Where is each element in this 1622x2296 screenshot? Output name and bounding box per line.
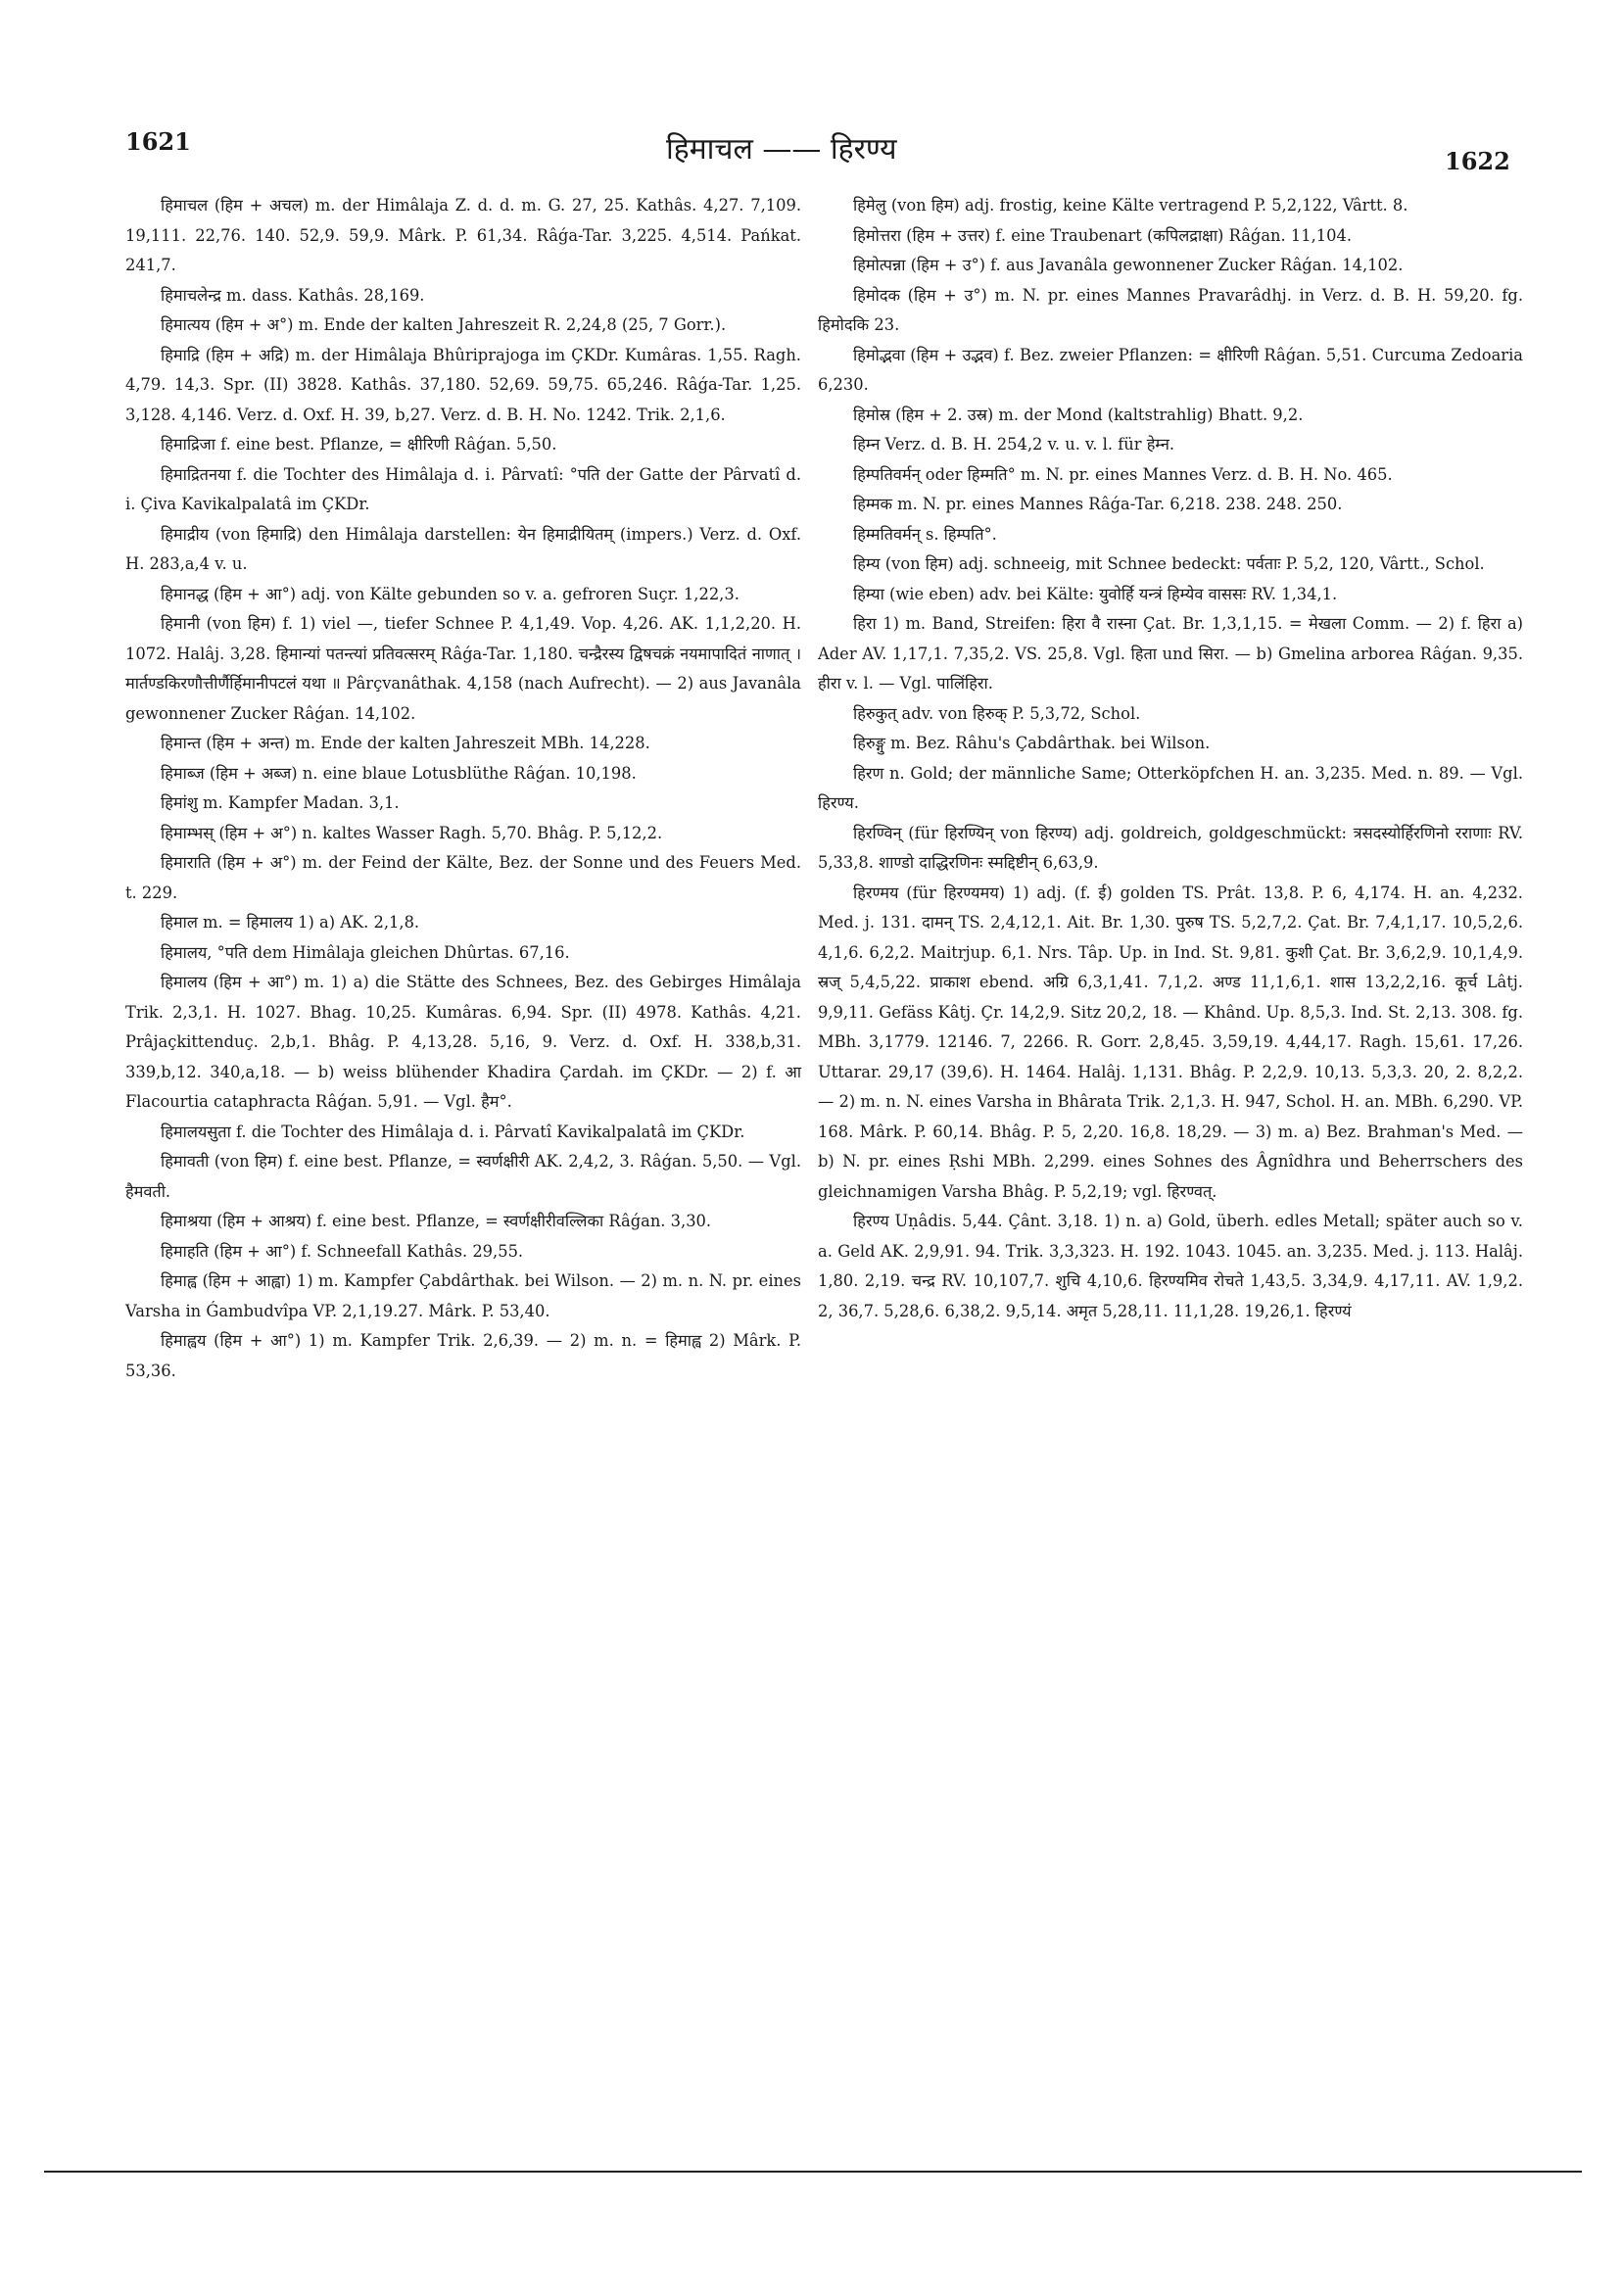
dictionary-entry: हिरण्विन् (für हिरण्यिन् von हिरण्य) adj. goldreich, goldgeschmückt: त्रसदस्योर्हिरणिनो रराणाः RV. 5,33,8. शाण्डो दाद्धिरणिनः स्मद्दिष्टीन् 6,63,9. [818,823,1523,872]
dictionary-entry: हिमाश्रया (हिम + आश्रय) f. eine best. Pflanze, = स्वर्णक्षीरीवल्लिका Râǵan. 3,30. [161,1212,712,1230]
dictionary-entry: हिमोत्पन्ना (हिम + उ°) f. aus Javanâla gewonnener Zucker Râǵan. 14,102. [853,256,1404,274]
dictionary-entry: हिमाद्रितनया f. die Tochter des Himâlaja d. i. Pârvatî: °पति der Gatte der Pârvatî d. i. Çiva Kavikalpalatâ im ÇKDr. [125,464,801,513]
page-number-left: 1621 [125,127,191,156]
dictionary-entry: हिम्न Verz. d. B. H. 254,2 v. u. v. l. für हेम्न. [853,435,1175,454]
dictionary-entry: हिमाब्ज (हिम + अब्ज) n. eine blaue Lotusblüthe Râǵan. 10,198. [161,763,637,783]
dictionary-entry: हिमाह्व (हिम + आह्वा) 1) m. Kampfer Çabdârthak. bei Wilson. — 2) m. n. N. pr. eines Varsha in Ǵambudvîpa VP. 2,1,19.27. Mârk. P. 53,40. [125,1271,801,1320]
dictionary-entry: हिमाचलेन्द्र m. dass. Kathâs. 28,169. [161,285,425,305]
dictionary-entry: हिमाह्वय (हिम + आ°) 1) m. Kampfer Trik. 2,6,39. — 2) m. n. = हिमाह्व 2) Mârk. P. 53,36. [125,1331,801,1380]
dictionary-entry: हिरुङ्गु m. Bez. Râhu's Çabdârthak. bei Wilson. [853,734,1211,752]
page-header [0,127,1622,176]
dictionary-entry: हिमेलु (von हिम) adj. frostig, keine Kälte vertragend P. 5,2,122, Vârtt. 8. [853,196,1408,215]
dictionary-entry: हिमाम्भस् (हिम + अ°) n. kaltes Wasser Ragh. 5,70. Bhâg. P. 5,12,2. [161,823,663,842]
dictionary-entry: हिमालय, °पति dem Himâlaja gleichen Dhûrtas. 67,16. [161,942,570,962]
dictionary-entry: हिरण n. Gold; der männliche Same; Otterköpfchen H. an. 3,235. Med. n. 89. — Vgl. हिरण्य. [818,763,1523,812]
dictionary-entry: हिमाद्रीय (von हिमाद्रि) den Himâlaja darstellen: येन हिमाद्रीयितम् (impers.) Verz. d. Oxf. H. 283,a,4 v. u. [125,524,801,573]
dictionary-entry: हिरुकुत् adv. von हिरुक् P. 5,3,72, Schol. [853,703,1141,723]
dictionary-entry: हिमोद्भवा (हिम + उद्भव) f. Bez. zweier Pflanzen: = क्षीरिणी Râǵan. 5,51. Curcuma Zedoaria 6,230. [818,345,1523,394]
dictionary-entry: हिमात्यय (हिम + अ°) m. Ende der kalten Jahreszeit R. 2,24,8 (25, 7 Gorr.). [161,315,727,334]
dictionary-entry: हिमाचल (हिम + अचल) m. der Himâlaja Z. d. d. m. G. 27, 25. Kathâs. 4,27. 7,109. 19,111. 22,76. 140. 52,9. 59,9. Mârk. P. 61,34. Râǵa-Tar. 3,225. 4,514. Pańkat. 241,7. [125,196,801,274]
dictionary-entry: हिमाल m. = हिमालय 1) a) AK. 2,1,8. [161,913,420,932]
dictionary-entry: हिमोदक (हिम + उ°) m. N. pr. eines Mannes Pravarâdhj. in Verz. d. B. H. 59,20. fg. हिमोदकि 23. [818,285,1523,334]
dictionary-entry: हिमावती (von हिम) f. eine best. Pflanze, = स्वर्णक्षीरी AK. 2,4,2, 3. Râǵan. 5,50. — Vgl. हैमवती. [125,1152,801,1201]
dictionary-entry: हिमानद्ध (हिम + आ°) adj. von Kälte gebunden so v. a. gefroren Suçr. 1,22,3. [161,584,739,603]
running-title: हिमाचल —— हिरण्य [666,132,897,167]
footer-rule [44,2171,1582,2173]
dictionary-entry: हिमान्त (हिम + अन्त) m. Ende der kalten Jahreszeit MBh. 14,228. [161,734,650,752]
dictionary-entry: हिम्मतिवर्मन् s. हिम्पति°. [853,524,997,544]
right-column [818,191,1523,1326]
dictionary-entry: हिमांशु m. Kampfer Madan. 3,1. [161,793,400,812]
dictionary-entry: हिमालय (हिम + आ°) m. 1) a) die Stätte des Schnees, Bez. des Gebirges Himâlaja Trik. 2,3,1. H. 1027. Bhag. 10,25. Kumâras. 6,94. Spr. (II) 4978. Kathâs. 4,21. Prâjaçkittenduç. 2,b,1. Bhâg. P. 4,13,28. 5,16, 9. Verz. d. Oxf. H. 338,b,31. 339,b,12. 340,a,18. — b) weiss blühender Khadira Çardah. im ÇKDr. — 2) f. आ Flacourtia cataphracta Râǵan. 5,91. — Vgl. हैम°. [125,973,801,1111]
dictionary-entry: हिमोस्र (हिम + 2. उस्र) m. der Mond (kaltstrahlig) Bhatt. 9,2. [853,405,1304,424]
left-column [125,191,801,1386]
dictionary-entry: हिमाहति (हिम + आ°) f. Schneefall Kathâs. 29,55. [161,1241,524,1261]
dictionary-entry: हिमानी (von हिम) f. 1) viel —, tiefer Schnee P. 4,1,49. Vop. 4,26. AK. 1,1,2,20. H. 1072. Halâj. 3,28. हिमान्यां पतन्त्यां प्रतिवत्सरम् Râǵa-Tar. 1,180. चन्द्रैरस्य द्विषचक्रं नयमापादितं नाणात् । मार्तण्डकिरणौत्तीर्णैर्हिमानीपटलं यथा ॥ Pârçvanâthak. 4,158 (nach Aufrecht). — 2) aus Javanâla gewonnener Zucker Râǵan. 14,102. [125,614,801,723]
page-number-right: 1622 [1445,147,1510,175]
dictionary-entry: हिरण्य Uṇâdis. 5,44. Çânt. 3,18. 1) n. a) Gold, überh. edles Metall; später auch so v. a. Geld AK. 2,9,91. 94. Trik. 3,3,323. H. 192. 1043. 1045. an. 3,235. Med. j. 113. Halâj. 1,80. 2,19. चन्द्र RV. 10,107,7. शुचि 4,10,6. हिरण्यमिव रोचते 1,43,5. 3,34,9. 4,17,11. AV. 1,9,2. 2, 36,7. 5,28,6. 6,38,2. 9,5,14. अमृत 5,28,11. 11,1,28. 19,26,1. हिरण्यं [818,1212,1523,1320]
dictionary-entry: हिरा 1) m. Band, Streifen: हिरा वै रास्ना Çat. Br. 1,3,1,15. = मेखला Comm. — 2) f. हिरा a) Ader AV. 1,17,1. 7,35,2. VS. 25,8. Vgl. हिता und सिरा. — b) Gmelina arborea Râǵan. 9,35. हीरा v. l. — Vgl. पालिंहिरा. [818,614,1523,693]
dictionary-entry: हिमाद्रि (हिम + अद्रि) m. der Himâlaja Bhûriprajoga im ÇKDr. Kumâras. 1,55. Ragh. 4,79. 14,3. Spr. (II) 3828. Kathâs. 37,180. 52,69. 59,75. 65,246. Râǵa-Tar. 1,25. 3,128. 4,146. Verz. d. Oxf. H. 39, b,27. Verz. d. B. H. No. 1242. Trik. 2,1,6. [125,345,801,424]
dictionary-entry: हिम्मक m. N. pr. eines Mannes Râǵa-Tar. 6,218. 238. 248. 250. [853,495,1343,513]
dictionary-entry: हिम्या (wie eben) adv. bei Kälte: युवोर्हि यन्त्रं हिम्येव वाससः RV. 1,34,1. [853,584,1338,603]
dictionary-entry: हिम्पतिवर्मन् oder हिम्मति° m. N. pr. eines Mannes Verz. d. B. H. No. 465. [853,464,1393,484]
dictionary-entry: हिम्य (von हिम) adj. schneeig, mit Schnee bedeckt: पर्वताः P. 5,2, 120, Vârtt., Schol. [853,554,1485,573]
dictionary-entry: हिमोत्तरा (हिम + उत्तर) f. eine Traubenart (कपिलद्राक्षा) Râǵan. 11,104. [853,225,1353,245]
dictionary-entry: हिरण्मय (für हिरण्यमय) 1) adj. (f. ई) golden TS. Prât. 13,8. P. 6, 4,174. H. an. 4,232. Med. j. 131. दामन् TS. 2,4,12,1. Ait. Br. 1,30. पुरुष TS. 5,2,7,2. Çat. Br. 7,4,1,17. 10,5,2,6. 4,1,6. 6,2,2. Maitrjup. 6,1. Nrs. Tâp. Up. in Ind. St. 9,81. कुशी Çat. Br. 3,6,2,9. 10,1,4,9. स्रज् 5,4,5,22. प्राकाश ebend. अग्रि 6,3,1,41. 7,1,2. अण्ड 11,1,6,1. शास 13,2,2,16. कूर्च Lâtj. 9,9,11. Gefäss Kâtj. Çr. 14,2,9. Sitz 20,2, 18. — Khând. Up. 8,5,3. Ind. St. 2,13. 308. fg. MBh. 3,1779. 12146. 7, 2266. R. Gorr. 2,8,45. 3,59,19. 4,44,17. Ragh. 15,61. 17,26. Uttarar. 29,17 (39,6). H. 1464. Halâj. 1,131. Bhâg. P. 2,2,9. 10,13. 5,3,3. 20, 2. 8,2,2. — 2) m. n. N. eines Varsha in Bhârata Trik. 2,1,3. H. 947, Schol. H. an. MBh. 6,290. VP. 168. Mârk. P. 60,14. Bhâg. P. 5, 2,20. 16,8. 18,29. — 3) m. a) Bez. Brahman's Med. — b) N. pr. eines Ṛshi MBh. 2,299. eines Sohnes des Âgnîdhra und Beherrschers des gleichnamigen Varsha Bhâg. P. 5,2,19; vgl. हिरण्वत्. [818,883,1523,1201]
dictionary-entry: हिमाराति (हिम + अ°) m. der Feind der Kälte, Bez. der Sonne und des Feuers Med. t. 229. [125,853,801,902]
dictionary-entry: हिमाद्रिजा f. eine best. Pflanze, = क्षीरिणी Râǵan. 5,50. [161,435,557,454]
dictionary-entry: हिमालयसुता f. die Tochter des Himâlaja d. i. Pârvatî Kavikalpalatâ im ÇKDr. [161,1122,745,1141]
